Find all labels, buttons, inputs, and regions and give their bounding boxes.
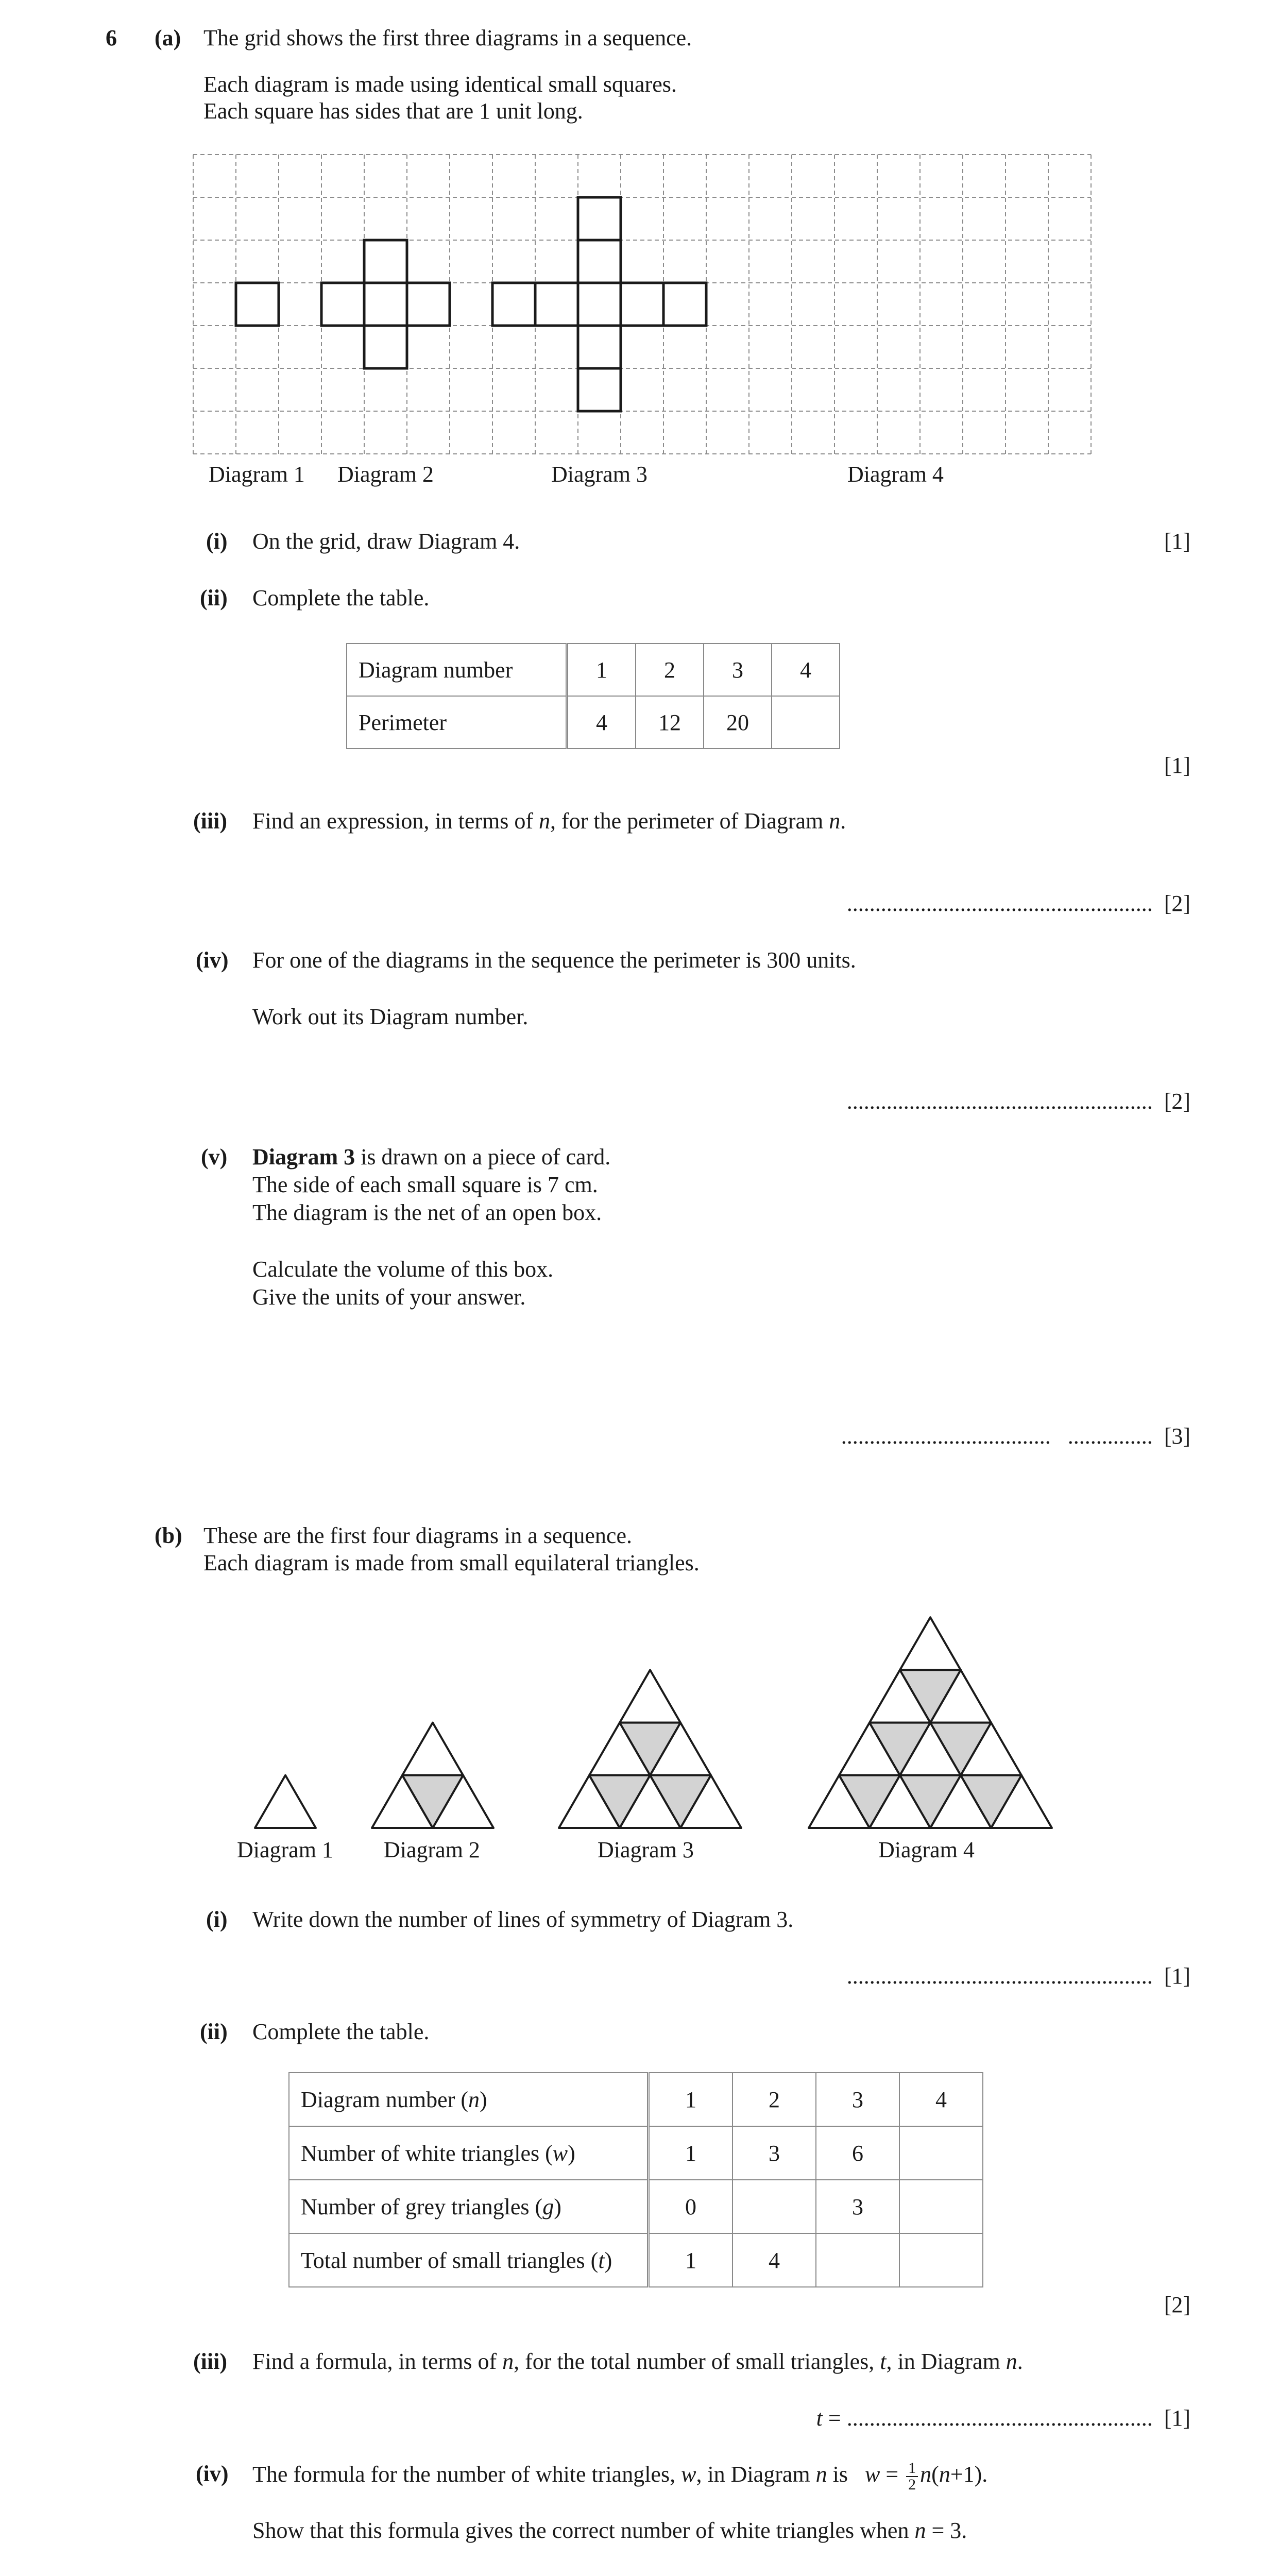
a-iii-text: Find an expression, in terms of n, for the perimeter of Diagram n. — [252, 808, 846, 834]
b-i-answer-line[interactable]: ...................................................... [1] — [846, 1963, 1190, 1989]
grid-diagram-3-label: Diagram 3 — [551, 462, 647, 487]
b-iii-label: (iii) — [193, 2349, 227, 2374]
part-a-line3: Each square has sides that are 1 unit long. — [203, 98, 583, 124]
table-cell: 2 — [636, 643, 704, 696]
answer-cell[interactable] — [899, 2126, 983, 2180]
a-iii-label: (iii) — [193, 808, 227, 834]
table-cell: 4 — [732, 2233, 816, 2287]
a-v-line2: The side of each small square is 7 cm. — [252, 1172, 598, 1197]
table-header-cell: Diagram number (n) — [289, 2073, 649, 2126]
grid-diagram-2-label: Diagram 2 — [337, 462, 434, 487]
table-cell: 4 — [899, 2073, 983, 2126]
white-triangle — [620, 1670, 680, 1722]
part-a-intro: The grid shows the first three diagrams in a sequence. — [203, 25, 692, 50]
b-i-text: Write down the number of lines of symmetry of Diagram 3. — [252, 1907, 794, 1932]
table-cell: 3 — [704, 643, 772, 696]
part-b-label: (b) — [155, 1523, 182, 1548]
b-ii-text: Complete the table. — [252, 2019, 430, 2044]
table-cell: 20 — [704, 696, 772, 749]
answer-cell[interactable] — [899, 2233, 983, 2287]
table-cell: 1 — [649, 2073, 733, 2126]
grid-diagram-4-label: Diagram 4 — [847, 462, 944, 487]
tri-diagram-3-label: Diagram 3 — [598, 1837, 694, 1862]
triangle-table — [288, 2072, 983, 2287]
b-iv-text2: Show that this formula gives the correct number of white triangles when n = 3. — [252, 2518, 967, 2543]
table-header-cell: Perimeter — [347, 696, 567, 749]
a-iv-label: (iv) — [196, 947, 229, 973]
b-iv-label: (iv) — [196, 2461, 229, 2486]
table-row — [289, 2180, 983, 2233]
part-a-label: (a) — [155, 25, 181, 50]
table-header-cell: Diagram number — [347, 643, 567, 696]
table-cell: 6 — [816, 2126, 899, 2180]
table-header-cell: Total number of small triangles (t) — [289, 2233, 649, 2287]
table-row — [289, 2073, 983, 2126]
tri-diagram-1-label: Diagram 1 — [237, 1837, 333, 1862]
answer-cell[interactable] — [899, 2180, 983, 2233]
table-cell: 4 — [772, 643, 840, 696]
b-iii-text: Find a formula, in terms of n, for the total number of small triangles, t, in Diagram n. — [252, 2349, 1023, 2374]
answer-cell[interactable] — [816, 2233, 899, 2287]
a-i-mark: [1] — [1164, 529, 1190, 554]
grid-diagram-1-label: Diagram 1 — [209, 462, 305, 487]
a-v-line4: Calculate the volume of this box. — [252, 1257, 554, 1282]
table-cell: 3 — [816, 2073, 899, 2126]
table-cell: 3 — [816, 2180, 899, 2233]
b-ii-mark: [2] — [1164, 2292, 1190, 2317]
fraction-half: $\frac{1}{2}$ — [906, 2461, 918, 2493]
table-cell: 1 — [649, 2233, 733, 2287]
table-row — [289, 2126, 983, 2180]
table-header-cell: Number of white triangles (w) — [289, 2126, 649, 2180]
a-i-text: On the grid, draw Diagram 4. — [252, 529, 520, 554]
b-ii-label: (ii) — [200, 2019, 228, 2044]
white-triangle — [255, 1775, 316, 1828]
part-b-intro: These are the first four diagrams in a sequence. — [203, 1523, 632, 1548]
table-cell: 1 — [649, 2126, 733, 2180]
a-iv-text2: Work out its Diagram number. — [252, 1004, 529, 1029]
b-iii-answer-line[interactable]: t = ...................................................... [1] — [816, 2405, 1190, 2431]
tri-diagram-2-label: Diagram 2 — [384, 1837, 480, 1862]
table-header-cell: Number of grey triangles (g) — [289, 2180, 649, 2233]
white-triangle — [900, 1617, 961, 1670]
part-a-line2: Each diagram is made using identical small squares. — [203, 72, 677, 97]
table-cell: 4 — [567, 696, 636, 749]
a-iv-text: For one of the diagrams in the sequence the perimeter is 300 units. — [252, 947, 856, 973]
white-triangle — [402, 1723, 463, 1775]
a-v-line3: The diagram is the net of an open box. — [252, 1200, 602, 1225]
table-cell: 2 — [732, 2073, 816, 2126]
a-iv-answer-line[interactable]: ...................................................... [2] — [846, 1089, 1190, 1114]
a-v-answer-line[interactable]: ..................................... ............... [3] — [841, 1423, 1190, 1449]
a-v-line5: Give the units of your answer. — [252, 1284, 526, 1310]
table-row — [289, 2233, 983, 2287]
table-cell: 12 — [636, 696, 704, 749]
a-i-label: (i) — [206, 529, 228, 554]
a-ii-text: Complete the table. — [252, 585, 430, 611]
b-i-label: (i) — [206, 1907, 228, 1932]
a-ii-mark: [1] — [1164, 753, 1190, 778]
tri-diagram-4-label: Diagram 4 — [878, 1837, 975, 1862]
a-v-line1: Diagram 3 is drawn on a piece of card. — [252, 1144, 611, 1170]
table-cell: 1 — [567, 643, 636, 696]
answer-cell[interactable] — [732, 2180, 816, 2233]
b-iv-text: The formula for the number of white triangles, w, in Diagram n is w = $\frac{1}{2}$ n(n+1). — [252, 2460, 988, 2493]
a-ii-label: (ii) — [200, 585, 228, 611]
question-number: 6 — [106, 25, 117, 50]
part-b-line2: Each diagram is made from small equilateral triangles. — [203, 1550, 700, 1575]
a-v-label: (v) — [201, 1144, 228, 1170]
a-iii-answer-line[interactable]: ...................................................... [2] — [846, 891, 1190, 916]
table-cell: 3 — [732, 2126, 816, 2180]
table-cell: 0 — [649, 2180, 733, 2233]
formula-lhs: w — [864, 2462, 880, 2487]
